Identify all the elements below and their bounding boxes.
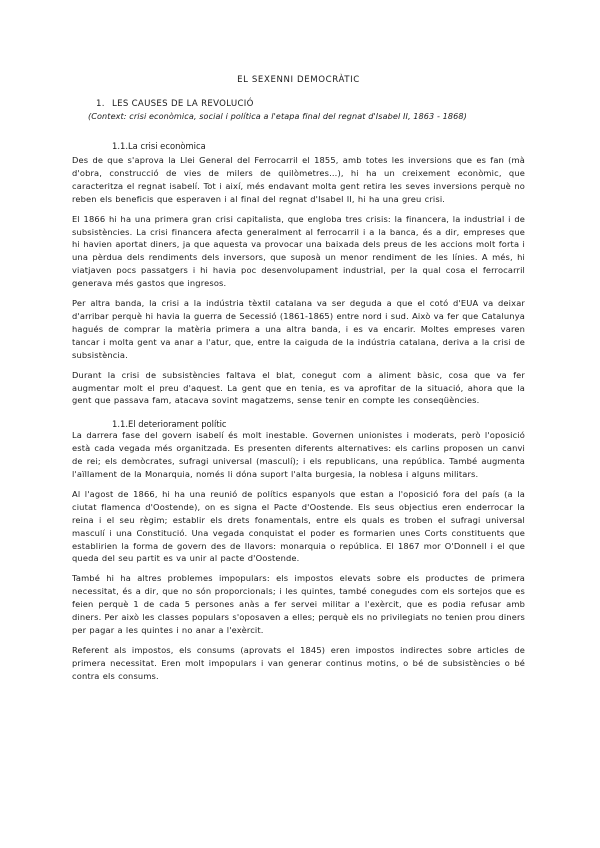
paragraph: Durant la crisi de subsistències faltava el blat, conegut com a aliment bàsic, cosa que va fer augmentar molt el preu d'aquest. La gent que en tenia, es va aprofitar de la situació, ahora que la gent que passava fam, atacava sovint magatzems, sense tenir en compte les conseqüències.	[72, 369, 525, 406]
section-title: LES CAUSES DE LA REVOLUCIÓ	[112, 99, 254, 109]
subsection-title: El deteriorament polític	[128, 419, 227, 430]
subsection-number: 1.1.	[112, 419, 128, 430]
paragraph: Per altra banda, la crisi a la indústria tèxtil catalana va ser deguda a que el cotó d'EUA va deixar d'arribar perquè hi havia la guerra de Secessió (1861-1865) entre nord i sud. Això va fer que Catalunya hagués de comprar la matèria primera a una altra banda, i es va encarir. Moltes empreses varen tancar i molta gent va anar a l'atur, que, entre la caiguda de la indústria catalana, deriva a la crisi de subsistència.	[72, 298, 525, 360]
document-title: EL SEXENNI DEMOCRÀTIC	[237, 75, 360, 85]
paragraph: També hi ha altres problemes impopulars: els impostos elevats sobre els productes de primera necessitat, és a dir, que no són proporcionals; i les quintes, també conegudes com els sortejos que es feien perquè 1 de cada 5 persones anàs a fer servei militar a l'exèrcit, que es podia refusar amb diners. Per això les classes populars s'oposaven a elles; perquè els no privilegiats no tenien prou diners per pagar a les quintes i no anar a l'exèrcit.	[72, 573, 525, 635]
paragraph: Referent als impostos, els consums (aprovats el 1845) eren impostos indirectes sobre articles de primera necessitat. Eren molt impopulars i van generar continus motins, o bé de subsistències o bé contra els consums.	[72, 644, 525, 681]
section-number: 1.	[96, 99, 105, 109]
section-context: (Context: crisi econòmica, social i política a l'etapa final del regnat d'Isabel II, 1863 - 1868)	[88, 111, 467, 121]
subsection-heading-economic	[112, 141, 525, 151]
paragraph: Al l'agost de 1866, hi ha una reunió de polítics espanyols que estan a l'oposició fora del país (a la ciutat flamenca d'Oostende), on es signa el Pacte d'Oostende. Els seus objectius eren enderrocar la reina i el seu règim; establir els drets fonamentals, entre els quals es troben el sufragi universal masculí i una Constitució. Una vegada conquistat el poder es formarien unes Corts constituents que establirien la forma de govern des de llavors: monarquia o república. El 1867 mor O'Donnell i el que queda del seu partit es va unir al pacte d'Oostende.	[72, 488, 525, 564]
paragraph: La darrera fase del govern isabelí és molt inestable. Governen unionistes i moderats, però l'oposició està cada vegada més organitzada. Es presenten diferents alternatives: els carlins proposen un canvi de rei; els demòcrates, sufragi universal (masculí); i els republicans, una república. També augmenta l'aïllament de la Monarquia, només li dóna suport l'alta burgesia, la noblesa i alguns militars.	[72, 430, 525, 480]
section-heading	[96, 99, 525, 109]
subsection-title: La crisi econòmica	[128, 141, 206, 151]
paragraph: El 1866 hi ha una primera gran crisi capitalista, que engloba tres crisis: la financera, la industrial i de subsistències. La crisi financera afecta generalment al ferrocarril i a la banca, és a dir, empreses que hi havien aportat diners, ja que aquesta va provocar una baixada dels preus de les accions molt forta i una pèrdua dels rendiments dels inversors, que suposà un menor rendiment de les línies. A més, hi viatjaven pocs passatgers i hi havia poc desenvolupament industrial, per la qual cosa el ferrocarril generava més gastos que ingresos.	[72, 213, 525, 289]
paragraph: Des de que s'aprova la Llei General del Ferrocarril el 1855, amb totes les inversions que es fan (mà d'obra, construcció de vies de milers de quilòmetres...), hi ha un creixement econòmic, que caracteritza el regnat isabelí. Tot i així, més endavant molta gent retira les seves inversions perquè no reben els beneficis que esperaven i al final del regnat d'Isabel II, hi ha una greu crisi.	[72, 155, 525, 204]
subsection-number: 1.1.	[112, 141, 128, 151]
subsection-heading-political	[112, 419, 525, 429]
